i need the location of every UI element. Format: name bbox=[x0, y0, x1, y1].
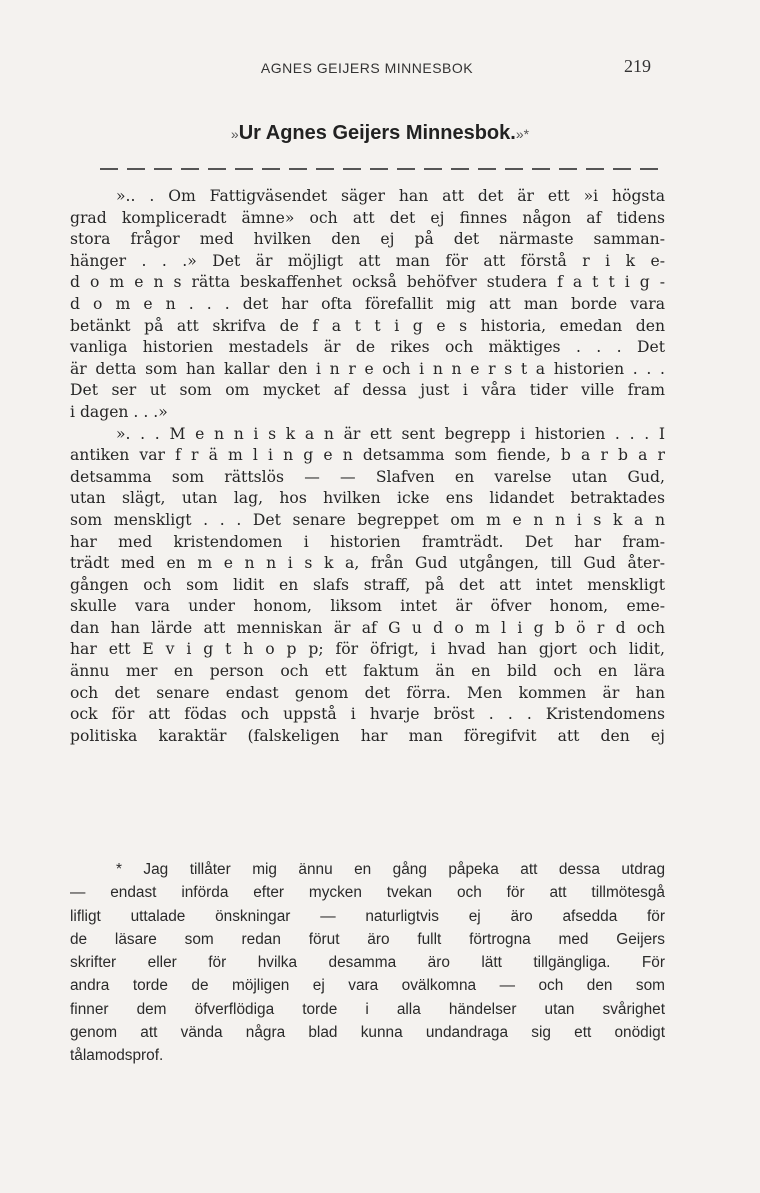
body-line: gången och som lidit en slafs straff, på det att intet menskligt bbox=[70, 575, 665, 594]
title-text: Ur Agnes Geijers Minnesbok. bbox=[238, 122, 516, 144]
body-line: d o m e n s rätta beskaffenhet också behöfver studera f a t t i g - bbox=[70, 273, 665, 292]
footnote-line: genom att vända några blad kunna undandraga sig ett onödigt bbox=[70, 1024, 665, 1042]
running-head: AGNES GEIJERS MINNESBOK bbox=[260, 60, 474, 76]
page-number: 219 bbox=[624, 56, 651, 76]
footnote-line: skrifter eller för hvilka desamma äro lätt tillgängliga. För bbox=[70, 954, 665, 972]
footnote-line: de läsare som redan förut äro fullt förtrogna med Geijers bbox=[70, 930, 665, 948]
body-line: hänger . . .» Det är möjligt att man för att förstå r i k e- bbox=[70, 251, 665, 270]
footnote bbox=[70, 858, 665, 1068]
body-line: och det senare endast genom det förra. Men kommen är han bbox=[70, 683, 665, 702]
body-line: ännu mer en person och ett faktum än en bild och en lära bbox=[70, 662, 665, 681]
footnote-line: finner dem öfverflödiga torde i alla händelser utan svårighet bbox=[70, 1000, 665, 1018]
body-line: Det ser ut som om mycket af dessa just i våra tider ville fram bbox=[70, 381, 665, 400]
title-close-quote: »* bbox=[515, 126, 530, 142]
body-line: skulle vara under honom, liksom intet är öfver honom, eme- bbox=[70, 597, 665, 616]
footnote-line: tålamodsprof. bbox=[70, 1047, 164, 1065]
body-line: dan han lärde att menniskan är af G u d o m l i g b ö r d och bbox=[70, 618, 665, 637]
body-line: har ett E v i g t h o p p; för öfrigt, i hvad han gjort och lidit, bbox=[70, 640, 665, 659]
body-line: grad kompliceradt ämne» och att det ej finnes någon af tidens bbox=[70, 208, 665, 227]
footnote-line: * Jag tillåter mig ännu en gång påpeka att dessa utdrag bbox=[116, 861, 665, 878]
body-line: i dagen . . .» bbox=[70, 402, 168, 421]
body-line: trädt med en m e n n i s k a, från Gud utgången, till Gud åter- bbox=[70, 554, 665, 573]
body-line: stora frågor med hvilken den ej på det närmaste samman- bbox=[70, 230, 665, 249]
footnote-line: andra torde de möjligen ej vara ovälkomna — och den som bbox=[70, 977, 665, 995]
dashed-divider bbox=[100, 168, 660, 170]
footnote-line: — endast införda efter mycken tvekan och för att tillmötesgå bbox=[70, 884, 665, 902]
body-line: är detta som han kallar den i n r e och i n n e r s t a historien . . . bbox=[70, 359, 665, 378]
body-line: som menskligt . . . Det senare begreppet om m e n n i s k a n bbox=[70, 510, 665, 529]
body-line: betänkt på att skrifva de f a t t i g e s historia, emedan den bbox=[70, 316, 665, 335]
body-line: vanliga historien mestadels är de rikes och mäktiges . . . Det bbox=[70, 338, 665, 357]
body-line: d o m e n . . . det har ofta förefallit mig att man borde vara bbox=[70, 294, 665, 313]
footnote-line: lifligt uttalade önskningar — naturligtvis ej äro afsedda för bbox=[70, 907, 665, 925]
body-line: antiken var f r ä m l i n g e n detsamma som fiende, b a r b a r bbox=[70, 446, 665, 465]
body-line: har med kristendomen i historien framträdt. Det har fram- bbox=[70, 532, 665, 551]
body-line: ». . . M e n n i s k a n är ett sent begrepp i historien . . . I bbox=[116, 424, 665, 443]
body-line: politiska karaktär (falskeligen har man föregifvit att den ej bbox=[70, 726, 665, 745]
body-line: ock för att födas och uppstå i hvarje bröst . . . Kristendomens bbox=[70, 705, 665, 724]
chapter-title bbox=[0, 122, 760, 145]
body-line: utan slägt, utan lag, hos hvilken icke ens lidandet betraktades bbox=[70, 489, 665, 508]
body-text bbox=[70, 186, 665, 747]
body-line: detsamma som rättslös — — Slafven en varelse utan Gud, bbox=[70, 467, 665, 486]
title-open-quote: » bbox=[230, 126, 239, 142]
body-line: ».. . Om Fattigväsendet säger han att det är ett »i högsta bbox=[116, 187, 665, 205]
